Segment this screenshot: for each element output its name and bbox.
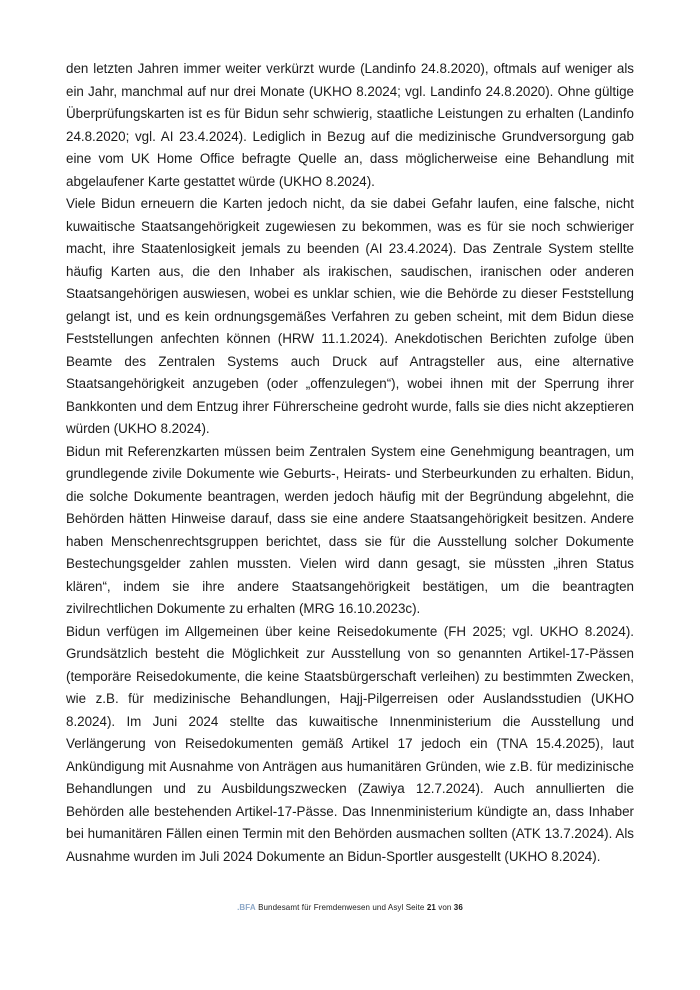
page-footer — [0, 902, 700, 913]
footer-office-name: Bundesamt für Fremdenwesen und Asyl — [258, 903, 404, 912]
footer-page-total: 36 — [453, 903, 463, 912]
document-body — [66, 58, 634, 868]
paragraph-validity-cards: den letzten Jahren immer weiter verkürzt wurde (Landinfo 24.8.2020), oftmals auf weniger als ein Jahr, manchmal auf nur drei Monate (UKHO 8.2024; vgl. Landinfo 24.8.2020). Ohne gültige Überprüfungskarten ist es für Bidun sehr schwierig, staatliche Leistungen zu erhalten (Landinfo 24.8.2020; vgl. AI 23.4.2024). Lediglich in Bezug auf die medizinische Grundversorgung gab eine vom UK Home Office befragte Quelle an, dass möglicherweise eine Behandlung mit abgelaufener Karte gestattet würde (UKHO 8.2024). — [66, 61, 634, 189]
footer-page-number: 21 — [426, 903, 436, 912]
paragraph-travel-documents: Bidun verfügen im Allgemeinen über keine Reisedokumente (FH 2025; vgl. UKHO 8.2024). Grundsätzlich besteht die Möglichkeit zur Ausstellung von so genannten Artikel-17-Pässen (temporäre Reisedokumente, die keine Staatsbürgerschaft verleihen) zu bestimmten Zwecken, wie z.B. für medizinische Behandlungen, Hajj-Pilgerreisen oder Auslandsstudien (UKHO 8.2024). Im Juni 2024 stellte das kuwaitische Innenministerium die Ausstellung und Verlängerung von Reisedokumenten gemäß Artikel 17 jedoch ein (TNA 15.4.2025), laut Ankündigung mit Ausnahme von Anträgen aus humanitären Gründen, wie z.B. für medizinische Behandlungen und zu Ausbildungszwecken (Zawiya 12.7.2024). Auch annullierten die Behörden alle bestehenden Artikel-17-Pässe. Das Innenministerium kündigte an, dass Inhaber bei humanitären Fällen einen Termin mit den Behörden ausmachen sollten (ATK 13.7.2024). Als Ausnahme wurden im Juli 2024 Dokumente an Bidun-Sportler ausgestellt (UKHO 8.2024). — [66, 623, 634, 864]
footer-page-label: Seite — [405, 903, 425, 912]
paragraph-civil-documents: Bidun mit Referenzkarten müssen beim Zentralen System eine Genehmigung beantragen, um grundlegende zivile Dokumente wie Geburts-, Heirats- und Sterbeurkunden zu erhalten. Bidun, die solche Dokumente beantragen, werden jedoch häufig mit der Begründung abgelehnt, die Behörden hätten Hinweise darauf, dass sie eine andere Staatsangehörigkeit besitzen. Andere haben Menschenrechtsgruppen berichtet, dass sie für die Ausstellung solcher Dokumente Bestechungsgelder zahlen mussten. Vielen wird dann gesagt, sie müssten „ihren Status klären“, indem sie ihre andere Staatsangehörigkeit bestätigen, um die beantragten zivilrechtlichen Dokumente zu erhalten (MRG 16.10.2023c). — [66, 443, 634, 616]
paragraph-card-renewal: Viele Bidun erneuern die Karten jedoch nicht, da sie dabei Gefahr laufen, eine falsche, nicht kuwaitische Staatsangehörigkeit zugewiesen zu bekommen, was es für sie noch schwieriger macht, ihre Staatenlosigkeit jemals zu beenden (AI 23.4.2024). Das Zentrale System stellte häufig Karten aus, die den Inhaber als irakischen, saudischen, iranischen oder anderen Staatsangehörigen auswiesen, wobei es unklar schien, wie die Behörde zu dieser Feststellung gelangt ist, und es kein ordnungsgemäßes Verfahren zu geben scheint, mit dem Bidun diese Feststellungen anfechten können (HRW 11.1.2024). Anekdotischen Berichten zufolge üben Beamte des Zentralen Systems auch Druck auf Antragsteller aus, eine alternative Staatsangehörigkeit anzugeben (oder „offenzulegen“), wobei ihnen mit der Sperrung ihrer Bankkonten und dem Entzug ihrer Führerscheine gedroht wurde, falls sie dies nicht akzeptieren würden (UKHO 8.2024). — [66, 196, 634, 436]
footer-of-label: von — [438, 903, 452, 912]
bfa-logo: .BFA — [237, 903, 256, 912]
